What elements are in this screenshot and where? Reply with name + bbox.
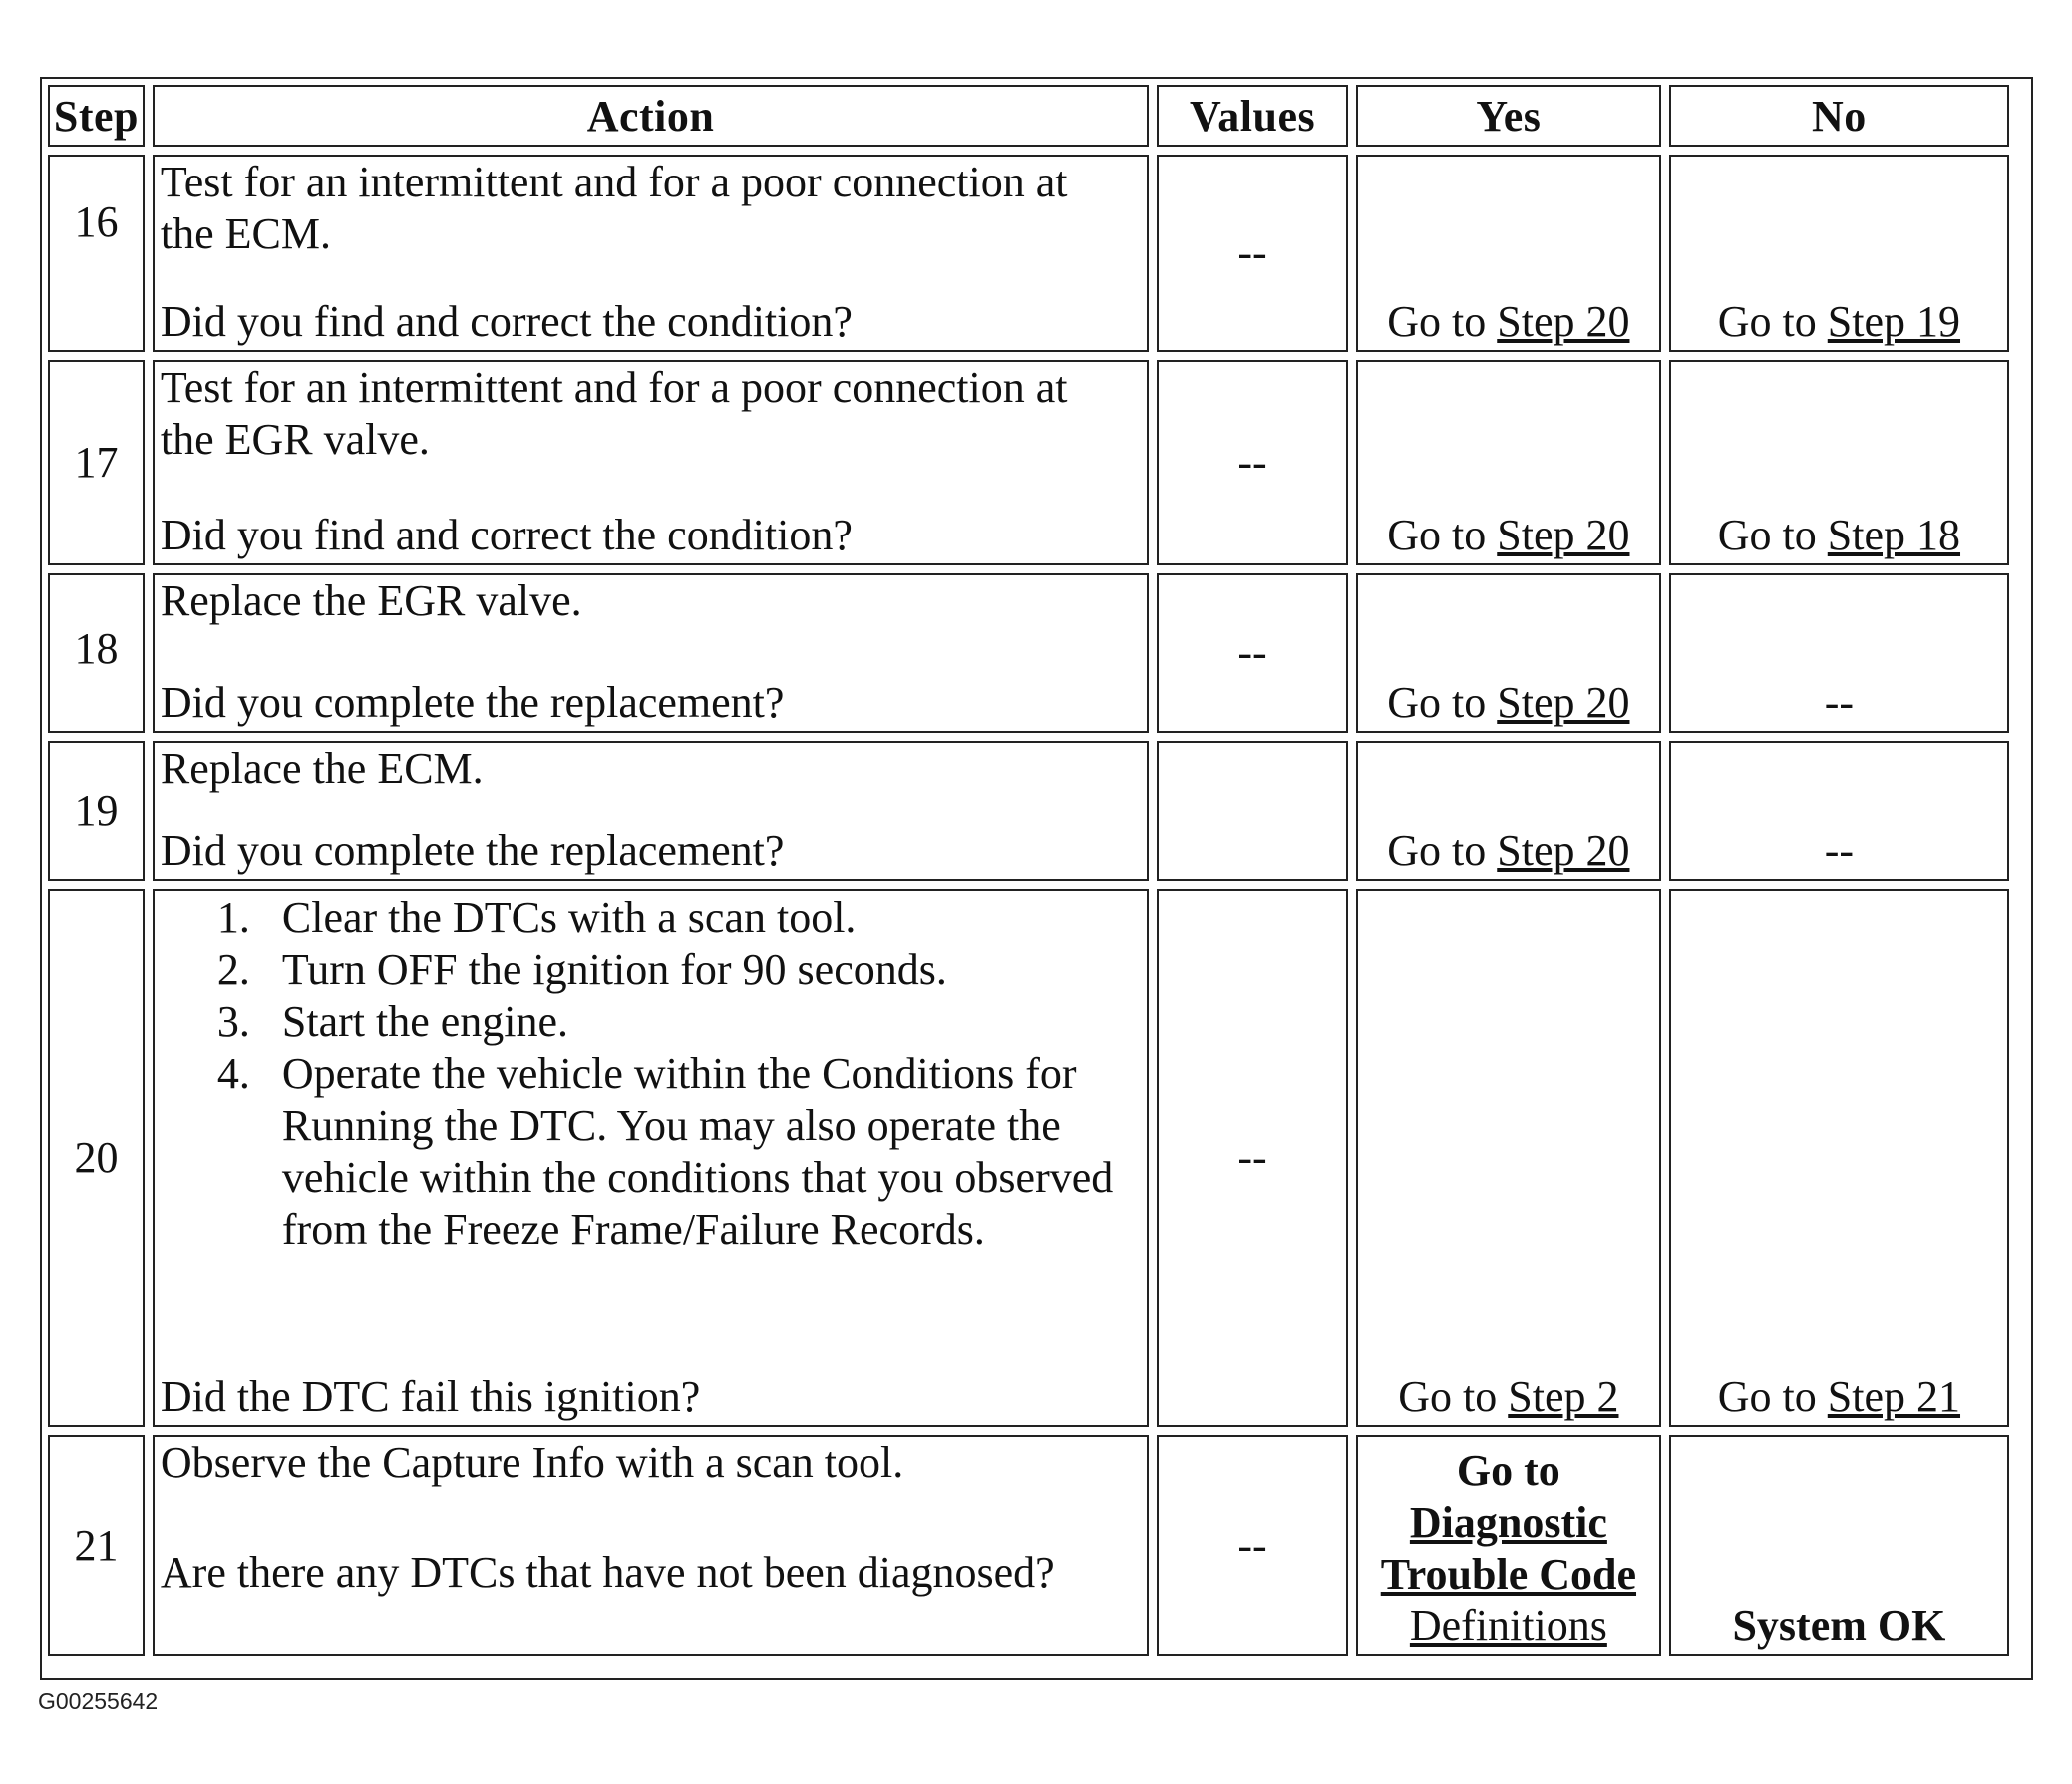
no-step-link[interactable]: Step 19 <box>1827 297 1961 346</box>
diagnostic-procedure-table <box>40 77 2017 1664</box>
list-number: 2. <box>216 945 250 994</box>
action-text: Replace the ECM. <box>160 744 484 793</box>
list-text: Clear the DTCs with a scan tool. <box>281 893 857 942</box>
step-number: 18 <box>48 573 145 733</box>
action-text: Test for an intermittent and for a poor connection at the ECM. <box>160 158 1068 258</box>
no-cell <box>1669 889 2009 1427</box>
values-cell: -- <box>1157 360 1348 565</box>
action-question: Did the DTC fail this ignition? <box>160 1372 701 1421</box>
action-text: Observe the Capture Info with a scan tool. <box>160 1438 904 1487</box>
no-prefix: Go to <box>1717 297 1828 346</box>
list-item <box>161 996 1141 1048</box>
no-cell: -- <box>1669 573 2009 733</box>
step-number: 16 <box>48 155 145 352</box>
step-number: 20 <box>48 889 145 1427</box>
list-text: Operate the vehicle within the Conditions for Running the DTC. You may also operate the vehicle within the conditions that you observed from the Freeze Frame/Failure Records. <box>281 1049 1114 1253</box>
values-cell: -- <box>1157 155 1348 352</box>
action-text: Replace the EGR valve. <box>160 576 582 625</box>
dtc-definitions-link-line2[interactable]: Trouble Code <box>1380 1550 1637 1599</box>
yes-cell <box>1356 573 1661 733</box>
yes-prefix: Go to <box>1398 1372 1509 1421</box>
dtc-definitions-link-line1[interactable]: Diagnostic <box>1409 1498 1607 1547</box>
action-steps-list <box>161 892 1141 1255</box>
header-no: No <box>1669 85 2009 147</box>
no-cell: -- <box>1669 741 2009 881</box>
header-row <box>48 85 2009 147</box>
yes-step-link[interactable]: Step 20 <box>1497 297 1630 346</box>
list-item <box>161 1048 1141 1255</box>
table-row <box>48 741 2009 881</box>
yes-step-link[interactable]: Step 20 <box>1497 826 1630 875</box>
action-cell <box>153 741 1149 881</box>
table-row <box>48 155 2009 352</box>
action-text: Test for an intermittent and for a poor connection at the EGR valve. <box>160 363 1068 464</box>
no-prefix: Go to <box>1717 1372 1828 1421</box>
yes-prefix: Go to <box>1387 826 1498 875</box>
list-number: 4. <box>216 1049 250 1098</box>
yes-step-link[interactable]: Step 2 <box>1508 1372 1619 1421</box>
no-cell: System OK <box>1669 1435 2009 1656</box>
procedure-table-frame <box>40 77 2033 1680</box>
step-number: 17 <box>48 360 145 565</box>
yes-cell <box>1356 360 1661 565</box>
no-step-link[interactable]: Step 21 <box>1827 1372 1961 1421</box>
list-text: Turn OFF the ignition for 90 seconds. <box>281 945 947 994</box>
list-number: 1. <box>216 893 250 942</box>
action-question: Are there any DTCs that have not been diagnosed? <box>160 1548 1055 1597</box>
yes-cell <box>1356 155 1661 352</box>
action-question: Did you find and correct the condition? <box>160 511 853 559</box>
no-cell <box>1669 360 2009 565</box>
yes-goto-label: Go to <box>1456 1446 1560 1495</box>
action-cell <box>153 573 1149 733</box>
yes-prefix: Go to <box>1387 511 1498 559</box>
action-question: Did you find and correct the condition? <box>160 297 853 346</box>
yes-prefix: Go to <box>1387 678 1498 727</box>
yes-cell <box>1356 741 1661 881</box>
yes-cell <box>1356 889 1661 1427</box>
step-number: 21 <box>48 1435 145 1656</box>
yes-step-link[interactable]: Step 20 <box>1497 511 1630 559</box>
no-cell <box>1669 155 2009 352</box>
list-item <box>161 944 1141 996</box>
values-cell: -- <box>1157 889 1348 1427</box>
action-cell <box>153 889 1149 1427</box>
action-question: Did you complete the replacement? <box>160 826 785 875</box>
list-item <box>161 892 1141 944</box>
values-cell: -- <box>1157 573 1348 733</box>
table-row <box>48 1435 2009 1656</box>
header-step: Step <box>48 85 145 147</box>
header-action: Action <box>153 85 1149 147</box>
values-cell <box>1157 741 1348 881</box>
yes-step-link[interactable]: Step 20 <box>1497 678 1630 727</box>
action-cell <box>153 360 1149 565</box>
action-cell <box>153 1435 1149 1656</box>
values-cell: -- <box>1157 1435 1348 1656</box>
header-values: Values <box>1157 85 1348 147</box>
no-prefix: Go to <box>1717 511 1828 559</box>
list-number: 3. <box>216 997 250 1046</box>
table-row <box>48 360 2009 565</box>
figure-id: G00255642 <box>38 1688 159 1714</box>
no-step-link[interactable]: Step 18 <box>1827 511 1961 559</box>
table-row <box>48 889 2009 1427</box>
yes-cell <box>1356 1435 1661 1656</box>
step-number: 19 <box>48 741 145 881</box>
table-row <box>48 573 2009 733</box>
action-question: Did you complete the replacement? <box>160 678 785 727</box>
header-yes: Yes <box>1356 85 1661 147</box>
dtc-definitions-link-line3[interactable]: Definitions <box>1409 1602 1607 1650</box>
yes-prefix: Go to <box>1387 297 1498 346</box>
action-cell <box>153 155 1149 352</box>
list-text: Start the engine. <box>281 997 569 1046</box>
